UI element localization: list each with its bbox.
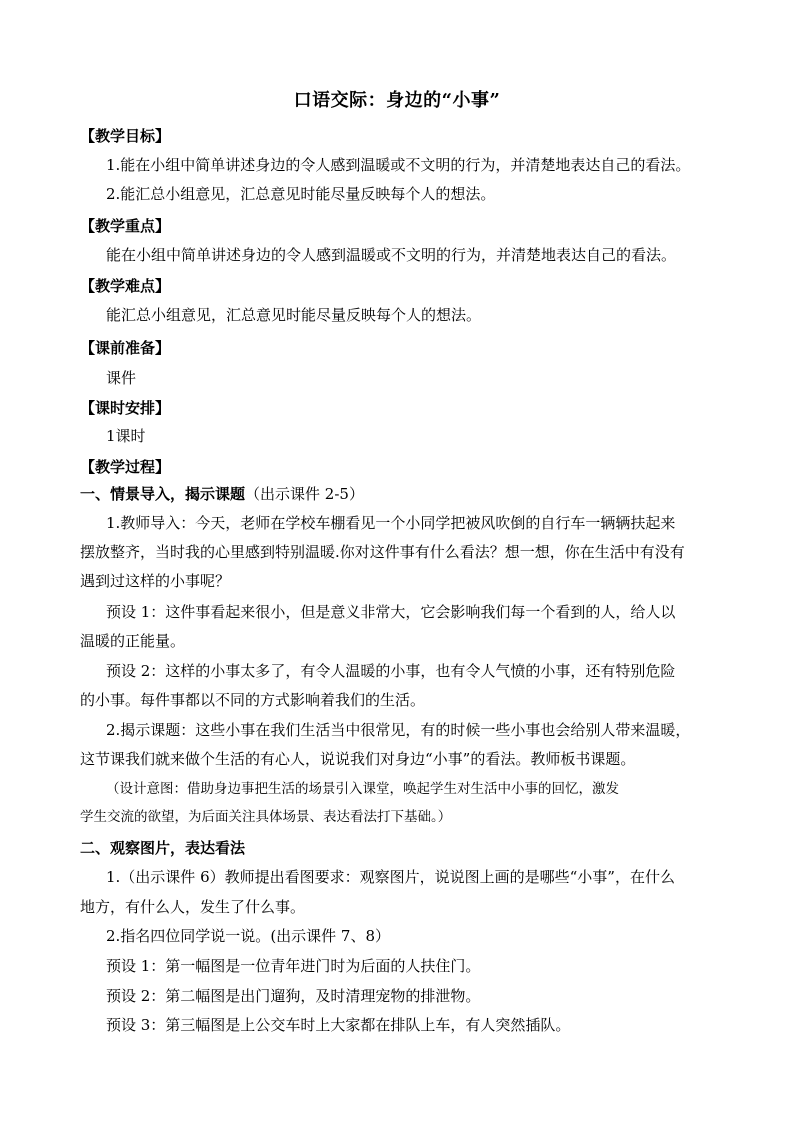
key-point: 能在小组中简单讲述身边的令人感到温暖或不文明的行为，并清楚地表达自己的看法。 (106, 246, 677, 264)
s1-note-line1: （设计意图：借助身边事把生活的场景引入课堂，唤起学生对生活中小事的回忆，激发 (106, 781, 619, 797)
s2-p1-line1: 1.（出示课件 6）教师提出看图要求：观察图片，说说图上画的是哪些“小事”，在什么 (106, 868, 675, 886)
heading-difficulty: 【教学难点】 (80, 277, 171, 295)
document-title: 口语交际：身边的“小事” (293, 90, 501, 111)
s2-p4: 预设 2：第二幅图是出门遛狗，及时清理宠物的排泄物。 (106, 987, 481, 1005)
heading-goals: 【教学目标】 (80, 127, 171, 145)
s1-p3-line2: 的小事。每件事都以不同的方式影响着我们的生活。 (80, 691, 426, 709)
prep-text: 课件 (106, 369, 137, 387)
goal-2: 2.能汇总小组意见，汇总意见时能尽量反映每个人的想法。 (106, 185, 496, 203)
s1-p4-line2: 这节课我们就来做个生活的有心人，说说我们对身边“小事”的看法。教师板书课题。 (80, 750, 636, 768)
s1-p1-line1: 1.教师导入：今天，老师在学校车棚看见一个小同学把被风吹倒的自行车一辆辆扶起来 (106, 514, 676, 532)
heading-schedule: 【课时安排】 (80, 399, 171, 417)
s2-p3: 预设 1：第一幅图是一位青年进门时为后面的人扶住门。 (106, 957, 481, 975)
section-1-title-text: 一、情景导入，揭示课题 (80, 485, 246, 503)
difficulty-point: 能汇总小组意见，汇总意见时能尽量反映每个人的想法。 (106, 306, 482, 324)
heading-prep: 【课前准备】 (80, 339, 171, 357)
goal-1: 1.能在小组中简单讲述身边的令人感到温暖或不文明的行为，并清楚地表达自己的看法。 (106, 156, 691, 174)
s1-p3-line1: 预设 2：这样的小事太多了，有令人温暖的小事，也有令人气愤的小事，还有特别危险 (106, 662, 676, 680)
section-1-title (80, 484, 720, 504)
section-1-paren: （出示课件 2-5） (245, 485, 364, 503)
s2-p5: 预设 3：第三幅图是上公交车时上大家都在排队上车，有人突然插队。 (106, 1016, 571, 1034)
s1-note-line2: 学生交流的欲望，为后面关注具体场景、表达看法打下基础。） (80, 809, 452, 825)
schedule-text: 1课时 (106, 427, 146, 445)
heading-process: 【教学过程】 (80, 458, 171, 476)
section-2-title: 二、观察图片，表达看法 (80, 839, 246, 857)
s1-p4-line1: 2.揭示课题：这些小事在我们生活当中很常见，有的时候一些小事也会给别人带来温暖， (106, 721, 691, 739)
heading-key: 【教学重点】 (80, 217, 171, 235)
s1-p1-line2: 摆放整齐，当时我的心里感到特别温暖.你对这件事有什么看法？想一想，你在生活中有没有 (80, 543, 685, 561)
s2-p1-line2: 地方，有什么人，发生了什么事。 (80, 898, 306, 916)
s1-p2-line1: 预设 1：这件事看起来很小，但是意义非常大，它会影响我们每一个看到的人，给人以 (106, 603, 676, 621)
s1-p1-line3: 遇到过这样的小事呢？ (80, 572, 231, 590)
s2-p2: 2.指名四位同学说一说。(出示课件 7、8） (106, 927, 391, 945)
s1-p2-line2: 温暖的正能量。 (80, 632, 186, 650)
